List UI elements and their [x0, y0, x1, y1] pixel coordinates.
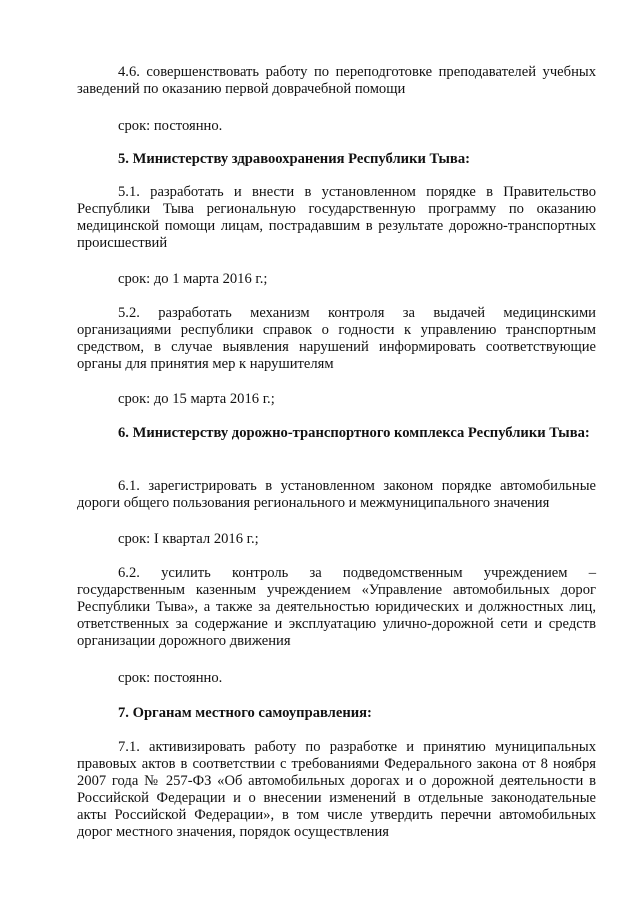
deadline-item-5-2: срок: до 15 марта 2016 г.; — [118, 391, 275, 407]
paragraph-item-7-1: 7.1. активизировать работу по разработке и принятию муниципальных правовых актов в соответствии с требованиями Федерального закона от 8 ноября 2007 года № 257-ФЗ «Об автомобильных дорогах и о дорожной деятельности в Российской Федерации и о внесении изменений в отдельные законодательные акты Российской Федерации», в том числе утвердить перечни автомобильных дорог местного значения, порядок осуществления — [77, 739, 596, 840]
deadline-item-6-2: срок: постоянно. — [118, 670, 223, 686]
paragraph-item-5-2: 5.2. разработать механизм контроля за выдачей медицинскими организациями республики справок о годности к управлению транспортным средством, в случае выявления нарушений информировать соответствующие органы для принятия мер к нарушителям — [77, 305, 596, 372]
paragraph-item-5-1: 5.1. разработать и внести в установленном порядке в Правительство Республики Тыва региональную государственную программу по оказанию медицинской помощи лицам, пострадавшим в результате дорожно-транспортных происшествий — [77, 184, 596, 251]
paragraph-item-6-2: 6.2. усилить контроль за подведомственным учреждением – государственным казенным учреждением «Управление автомобильных дорог Республики Тыва», а также за деятельностью юридических и должностных лиц, ответственных за содержание и эксплуатацию улично-дорожной сети и средств организации дорожного движения — [77, 565, 596, 649]
paragraph-item-4-6: 4.6. совершенствовать работу по переподготовке преподавателей учебных заведений по оказанию первой доврачебной помощи — [77, 64, 596, 97]
section-heading-7: 7. Органам местного самоуправления: — [118, 705, 372, 721]
deadline-item-4-6: срок: постоянно. — [118, 118, 223, 134]
deadline-item-6-1: срок: I квартал 2016 г.; — [118, 531, 259, 547]
section-heading-6: 6. Министерству дорожно-транспортного комплекса Республики Тыва: — [118, 425, 590, 441]
paragraph-item-6-1: 6.1. зарегистрировать в установленном законом порядке автомобильные дороги общего пользования регионального и межмуниципального значения — [77, 478, 596, 511]
deadline-item-5-1: срок: до 1 марта 2016 г.; — [118, 271, 268, 287]
section-heading-5: 5. Министерству здравоохранения Республики Тыва: — [118, 151, 470, 167]
